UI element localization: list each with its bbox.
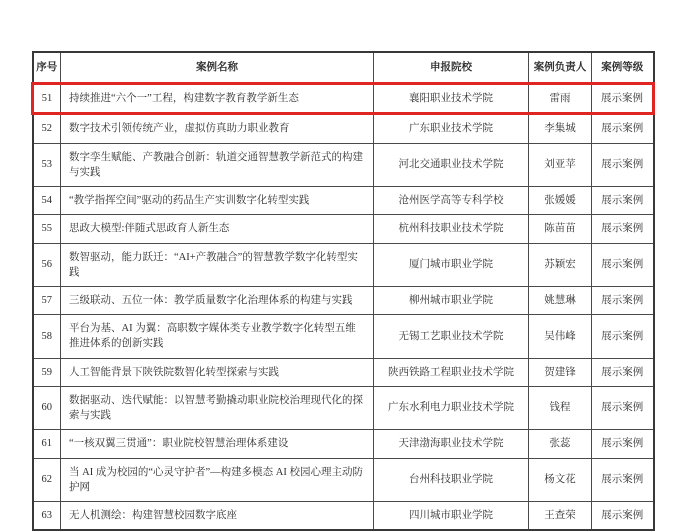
- case-table-header: [33, 52, 654, 84]
- case-title-cell: 数智驱动，能力跃迁：“AI+产教融合”的智慧教学数字化转型实践: [61, 243, 374, 286]
- column-header-case-name: 案例名称: [61, 52, 374, 84]
- case-school-cell: 沧州医学高等专科学校: [374, 187, 529, 215]
- case-level-cell: 展示案例: [592, 430, 654, 458]
- case-school-cell: 陕西铁路工程职业技术学院: [374, 358, 529, 386]
- case-leader-cell: 陈苗苗: [529, 215, 592, 243]
- table-row: [33, 458, 654, 501]
- case-level-cell: 展示案例: [592, 114, 654, 143]
- case-number-cell: 54: [33, 187, 61, 215]
- case-title-cell: 平台为基、AI 为翼：高职数字媒体类专业教学数字化转型五维推进体系的创新实践: [61, 315, 374, 358]
- case-number-cell: 62: [33, 458, 61, 501]
- case-title-cell: 人工智能背景下陕铁院数智化转型探索与实践: [61, 358, 374, 386]
- case-number-cell: 52: [33, 114, 61, 143]
- case-title-cell: 思政大模型:伴随式思政育人新生态: [61, 215, 374, 243]
- case-leader-cell: 李集城: [529, 114, 592, 143]
- case-leader-cell: 张蕊: [529, 430, 592, 458]
- case-level-cell: 展示案例: [592, 315, 654, 358]
- case-level-cell: 展示案例: [592, 215, 654, 243]
- table-row: [33, 143, 654, 186]
- case-title-cell: “教学指挥空间”驱动的药品生产实训数字化转型实践: [61, 187, 374, 215]
- case-leader-cell: 杨文花: [529, 458, 592, 501]
- case-level-cell: 展示案例: [592, 187, 654, 215]
- case-number-cell: 60: [33, 386, 61, 429]
- case-leader-cell: 苏颖宏: [529, 243, 592, 286]
- header-row: [33, 52, 654, 84]
- table-row: [33, 187, 654, 215]
- table-row: [33, 243, 654, 286]
- case-level-cell: 展示案例: [592, 386, 654, 429]
- case-school-cell: 杭州科技职业技术学院: [374, 215, 529, 243]
- case-number-cell: 63: [33, 501, 61, 530]
- column-header-school: 申报院校: [374, 52, 529, 84]
- case-number-cell: 59: [33, 358, 61, 386]
- table-row: [33, 386, 654, 429]
- table-row: [33, 315, 654, 358]
- case-title-cell: 数字孪生赋能、产教融合创新：轨道交通智慧教学新范式的构建与实践: [61, 143, 374, 186]
- case-school-cell: 厦门城市职业学院: [374, 243, 529, 286]
- case-level-cell: 展示案例: [592, 84, 654, 114]
- case-number-cell: 51: [33, 84, 61, 114]
- case-number-cell: 57: [33, 286, 61, 314]
- case-school-cell: 河北交通职业技术学院: [374, 143, 529, 186]
- case-school-cell: 天津渤海职业技术学院: [374, 430, 529, 458]
- case-title-cell: 无人机测绘：构建智慧校园数字底座: [61, 501, 374, 530]
- case-table-container: [31, 51, 655, 531]
- case-leader-cell: 刘亚苹: [529, 143, 592, 186]
- case-level-cell: 展示案例: [592, 501, 654, 530]
- case-leader-cell: 王查荣: [529, 501, 592, 530]
- case-leader-cell: 吴伟峰: [529, 315, 592, 358]
- case-leader-cell: 张媛媛: [529, 187, 592, 215]
- case-leader-cell: 钱程: [529, 386, 592, 429]
- table-row: [33, 215, 654, 243]
- case-number-cell: 53: [33, 143, 61, 186]
- table-row: [33, 501, 654, 530]
- case-level-cell: 展示案例: [592, 458, 654, 501]
- table-row: [33, 114, 654, 143]
- case-level-cell: 展示案例: [592, 286, 654, 314]
- table-row: [33, 84, 654, 114]
- case-number-cell: 58: [33, 315, 61, 358]
- case-level-cell: 展示案例: [592, 243, 654, 286]
- case-title-cell: 数据驱动、迭代赋能：以智慧考勤撬动职业院校治理现代化的探索与实践: [61, 386, 374, 429]
- case-school-cell: 无锡工艺职业技术学院: [374, 315, 529, 358]
- case-title-cell: 三级联动、五位一体：教学质量数字化治理体系的构建与实践: [61, 286, 374, 314]
- case-leader-cell: 雷雨: [529, 84, 592, 114]
- table-row: [33, 358, 654, 386]
- table-row: [33, 430, 654, 458]
- case-table: [31, 51, 655, 531]
- column-header-number: 序号: [33, 52, 61, 84]
- case-school-cell: 广东水利电力职业技术学院: [374, 386, 529, 429]
- case-level-cell: 展示案例: [592, 358, 654, 386]
- case-number-cell: 61: [33, 430, 61, 458]
- column-header-level: 案例等级: [592, 52, 654, 84]
- table-row: [33, 286, 654, 314]
- case-level-cell: 展示案例: [592, 143, 654, 186]
- case-title-cell: 当 AI 成为校园的“心灵守护者”—构建多模态 AI 校园心理主动防护网: [61, 458, 374, 501]
- case-table-body: [33, 84, 654, 530]
- case-school-cell: 广东职业技术学院: [374, 114, 529, 143]
- case-title-cell: “一核双翼三贯通”：职业院校智慧治理体系建设: [61, 430, 374, 458]
- case-school-cell: 四川城市职业学院: [374, 501, 529, 530]
- case-leader-cell: 姚慧琳: [529, 286, 592, 314]
- case-number-cell: 56: [33, 243, 61, 286]
- case-leader-cell: 贺建锋: [529, 358, 592, 386]
- column-header-leader: 案例负责人: [529, 52, 592, 84]
- case-number-cell: 55: [33, 215, 61, 243]
- case-school-cell: 台州科技职业学院: [374, 458, 529, 501]
- case-title-cell: 数字技术引领传统产业，虚拟仿真助力职业教育: [61, 114, 374, 143]
- case-school-cell: 柳州城市职业学院: [374, 286, 529, 314]
- case-title-cell: 持续推进“六个一”工程，构建数字教育教学新生态: [61, 84, 374, 114]
- case-school-cell: 襄阳职业技术学院: [374, 84, 529, 114]
